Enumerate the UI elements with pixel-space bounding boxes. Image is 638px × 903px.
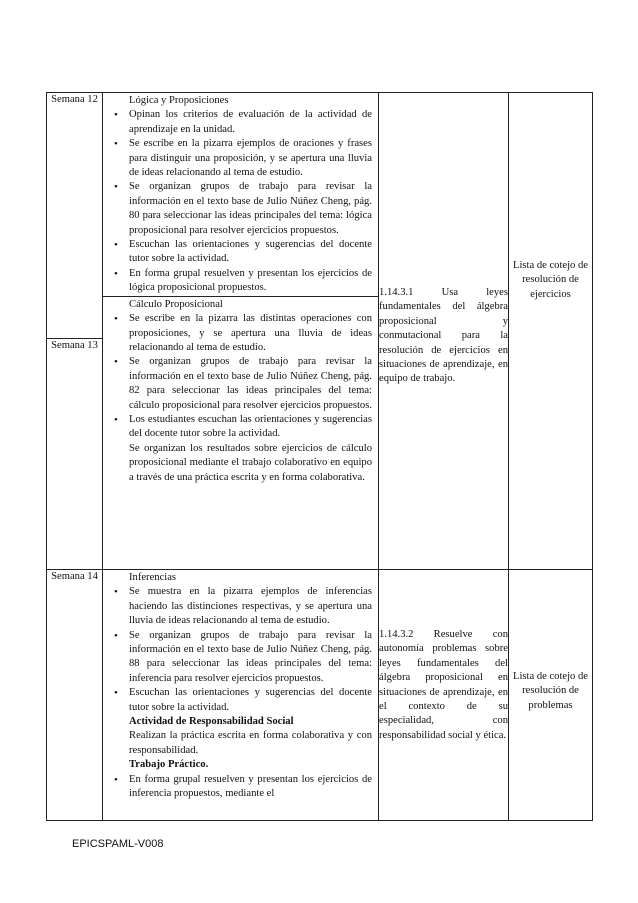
list-item: • Escuchan las orientaciones y sugerencias del docente tutor sobre la actividad. <box>111 686 372 715</box>
activities-cell <box>103 93 379 570</box>
practice-list <box>111 773 372 802</box>
activity-block-calculo <box>103 296 378 485</box>
block-title: Lógica y Proposiciones <box>129 95 229 106</box>
list-item: • Se organizan grupos de trabajo para revisar la información en el texto base de Julio Núñez Cheng, pág. 88 para seleccionar las ideas principales del tema: inferencia para resolver ejercicios propuestos. <box>111 629 372 687</box>
block-title: Inferencias <box>129 572 177 583</box>
list-item: • Escuchan las orientaciones y sugerencias del docente tutor sobre la actividad. <box>111 238 372 267</box>
instrument-text: Lista de cotejo de resolución de problemas <box>512 671 588 711</box>
list-item: • En forma grupal resuelven y presentan los ejercicios de inferencia propuestos, mediante el <box>111 773 372 802</box>
activity-list <box>111 585 372 715</box>
practice-title: Trabajo Práctico. <box>129 759 209 771</box>
week-cell <box>47 570 103 821</box>
closing-paragraph: Se organizan los resultados sobre ejercicios de cálculo proposicional mediante el trabajo colaborativo en equipo a través de una práctica escrita y en forma colaborativa. <box>129 442 372 483</box>
week-cell <box>47 339 103 570</box>
activity-list <box>111 312 372 442</box>
table-row <box>47 93 593 339</box>
document-code: EPICSPAML-V008 <box>72 838 164 850</box>
activity-block-logica <box>103 93 378 296</box>
criterion-text: 1.14.3.2 Resuelve con autonomía problemas sobre leyes fundamentales del álgebra proposicional en situaciones de aprendizaje, en el contexto de su especialidad, con responsabilidad social y ética. <box>379 629 508 741</box>
table-row <box>47 570 593 821</box>
week-label: Semana 13 <box>51 340 98 351</box>
activity-block-inferencias <box>103 570 378 802</box>
social-title: Actividad de Responsabilidad Social <box>129 716 294 728</box>
list-item: • Se organizan grupos de trabajo para revisar la información en el texto base de Julio Núñez Cheng, pág. 80 para seleccionar las ideas principales del tema: lógica proposicional para resolver ejercicios propuestos. <box>111 180 372 238</box>
week-label: Semana 14 <box>51 571 98 582</box>
instrument-text: Lista de cotejo de resolución de ejercicios <box>512 260 588 300</box>
list-item: • Se escribe en la pizarra ejemplos de oraciones y frases para distinguir una proposición, y se apertura una lluvia de ideas relacionando al tema de estudio. <box>111 137 372 180</box>
instrument-cell <box>509 93 593 570</box>
criteria-cell <box>379 570 509 821</box>
week-label: Semana 12 <box>51 94 98 105</box>
criterion-text: 1.14.3.1 Usa leyes fundamentales del álgebra proposicional y conmutacional para la resolución de ejercicios en situaciones de aprendizaje, en equipo de trabajo. <box>379 287 508 385</box>
list-item: • Opinan los criterios de evaluación de la actividad de aprendizaje en la unidad. <box>111 108 372 137</box>
activity-plan-table <box>46 92 593 821</box>
list-item: • Se organizan grupos de trabajo para revisar la información en el texto base de Julio Núñez Cheng, pág. 82 para seleccionar las ideas principales del tema: cálculo proposicional para resolver ejercicios propuestos. <box>111 355 372 413</box>
activity-list <box>111 108 372 295</box>
instrument-cell <box>509 570 593 821</box>
block-title: Cálculo Proposicional <box>129 298 223 310</box>
list-item: • En forma grupal resuelven y presentan los ejercicios de lógica proposicional propuestos. <box>111 267 372 296</box>
week-cell <box>47 93 103 339</box>
list-item: • Los estudiantes escuchan las orientaciones y sugerencias del docente tutor sobre la actividad. <box>111 413 372 442</box>
list-item: • Se escribe en la pizarra las distintas operaciones con proposiciones, y se apertura una lluvia de ideas relacionando al tema de estudio. <box>111 312 372 355</box>
criteria-cell <box>379 93 509 570</box>
activities-cell <box>103 570 379 821</box>
social-text: Realizan la práctica escrita en forma colaborativa y con responsabilidad. <box>129 730 372 756</box>
list-item: • Se muestra en la pizarra ejemplos de inferencias haciendo las distinciones respectivas, y se apertura una lluvia de ideas relacionando al tema de estudio. <box>111 585 372 628</box>
